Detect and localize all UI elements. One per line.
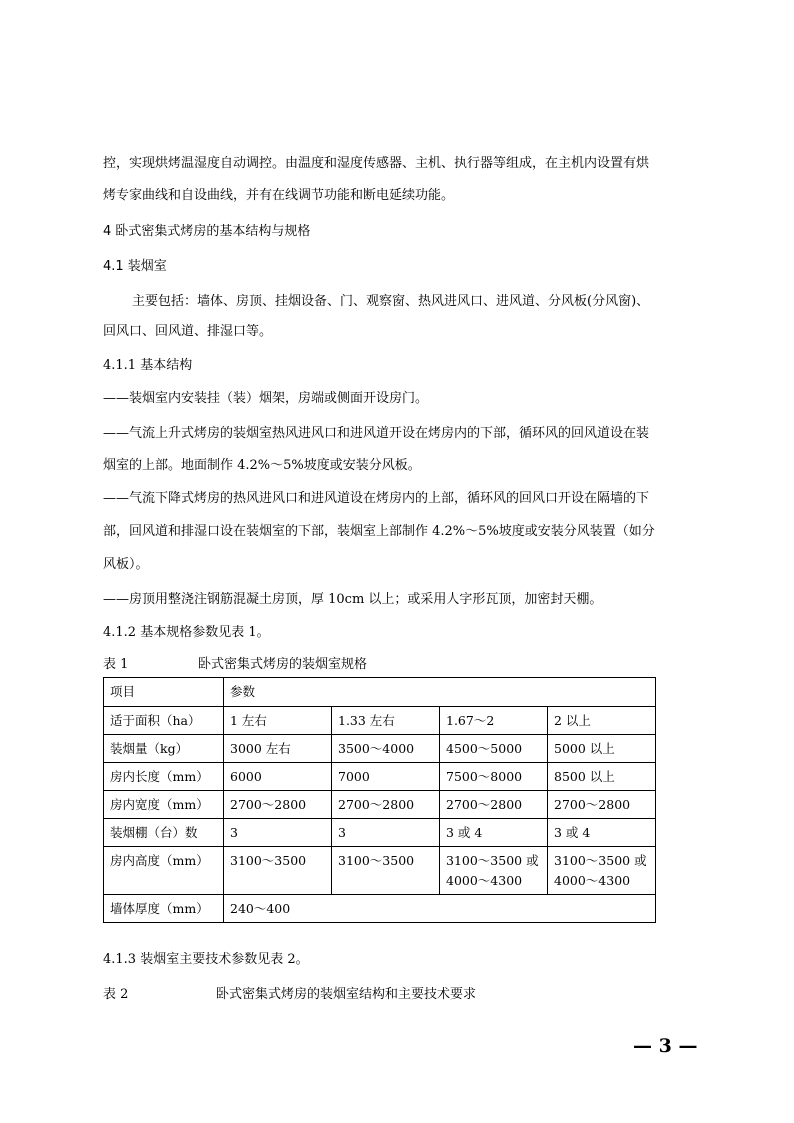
row-label: 房内高度（mm） bbox=[104, 847, 224, 895]
list-item: ——气流上升式烤房的装烟室热风进风口和进风道开设在烤房内的下部，循环风的回风道设在装 bbox=[103, 426, 650, 441]
row-label: 装烟量（kg） bbox=[104, 735, 224, 763]
section-heading: 4.1 装烟室 bbox=[103, 259, 167, 274]
table-cell: 2700～2800 bbox=[224, 791, 332, 819]
table-cell: 7000 bbox=[332, 763, 440, 791]
section-heading: 4.1.1 基本结构 bbox=[103, 358, 193, 373]
list-item: 烟室的上部。地面制作 4.2%～5%坡度或安装分风板。 bbox=[103, 458, 421, 473]
row-label: 装烟棚（台）数 bbox=[104, 819, 224, 847]
table-cell: 8500 以上 bbox=[548, 763, 656, 791]
table-header-cell: 参数 bbox=[224, 678, 656, 707]
table-cell: 3 bbox=[332, 819, 440, 847]
list-item: ——装烟室内安装挂（装）烟架，房端或侧面开设房门。 bbox=[103, 391, 429, 406]
table-title: 卧式密集式烤房的装烟室结构和主要技术要求 bbox=[216, 987, 477, 1002]
table-cell: 3500～4000 bbox=[332, 735, 440, 763]
table-label: 表 2 bbox=[103, 987, 129, 1002]
table-label: 表 1 bbox=[103, 657, 129, 672]
table-cell: 3100～3500 bbox=[332, 847, 440, 895]
table-cell: 3 bbox=[224, 819, 332, 847]
table-cell: 3000 左右 bbox=[224, 735, 332, 763]
table-cell: 3100～3500 bbox=[224, 847, 332, 895]
table-header-cell: 项目 bbox=[104, 678, 224, 707]
row-label: 墙体厚度（mm） bbox=[104, 895, 224, 923]
table-row bbox=[104, 707, 656, 735]
table-cell: 2 以上 bbox=[548, 707, 656, 735]
table-cell: 3100～3500 或 4000～4300 bbox=[548, 847, 656, 895]
paragraph-text: 控，实现烘烤温湿度自动调控。由温度和湿度传感器、主机、执行器等组成，在主机内设置有烘 bbox=[103, 156, 650, 171]
spec-table bbox=[103, 677, 656, 923]
table-title: 卧式密集式烤房的装烟室规格 bbox=[198, 657, 368, 672]
table-row bbox=[104, 819, 656, 847]
row-label: 适于面积（ha） bbox=[104, 707, 224, 735]
table-cell: 3100～3500 或 4000～4300 bbox=[440, 847, 548, 895]
list-item: ——气流下降式烤房的热风进风口和进风道设在烤房内的上部，循环风的回风口开设在隔墙的下 bbox=[103, 491, 650, 506]
table-row bbox=[104, 791, 656, 819]
table-cell: 2700～2800 bbox=[332, 791, 440, 819]
row-label: 房内长度（mm） bbox=[104, 763, 224, 791]
row-label: 房内宽度（mm） bbox=[104, 791, 224, 819]
table-cell: 1.33 左右 bbox=[332, 707, 440, 735]
table-cell: 1.67～2 bbox=[440, 707, 548, 735]
list-item: 风板）。 bbox=[103, 557, 149, 572]
paragraph-text: 烤专家曲线和自设曲线，并有在线调节功能和断电延续功能。 bbox=[103, 188, 455, 203]
table-header-row bbox=[104, 678, 656, 707]
page-number: — 3 — bbox=[633, 1035, 698, 1057]
section-heading: 4 卧式密集式烤房的基本结构与规格 bbox=[103, 224, 311, 239]
paragraph-text: 主要包括：墙体、房顶、挂烟设备、门、观察窗、热风进风口、进风道、分风板(分风窗)、 bbox=[132, 294, 650, 309]
table-cell: 240～400 bbox=[224, 895, 656, 923]
list-item: ——房顶用整浇注钢筋混凝土房顶，厚 10cm 以上；或采用人字形瓦顶，加密封天棚。 bbox=[103, 592, 603, 607]
table-cell: 3 或 4 bbox=[440, 819, 548, 847]
table-cell: 2700～2800 bbox=[548, 791, 656, 819]
table-cell: 7500～8000 bbox=[440, 763, 548, 791]
table-row bbox=[104, 847, 656, 895]
table-cell: 5000 以上 bbox=[548, 735, 656, 763]
table-row bbox=[104, 735, 656, 763]
table-row bbox=[104, 895, 656, 923]
paragraph-text: 回风口、回风道、排湿口等。 bbox=[103, 324, 273, 339]
table-cell: 3 或 4 bbox=[548, 819, 656, 847]
table-cell: 6000 bbox=[224, 763, 332, 791]
list-item: 部，回风道和排湿口设在装烟室的下部，装烟室上部制作 4.2%～5%坡度或安装分风装置（如分 bbox=[103, 524, 655, 539]
table-row bbox=[104, 763, 656, 791]
table-cell: 4500～5000 bbox=[440, 735, 548, 763]
table-cell: 2700～2800 bbox=[440, 791, 548, 819]
table-cell: 1 左右 bbox=[224, 707, 332, 735]
section-heading: 4.1.2 基本规格参数见表 1。 bbox=[103, 625, 270, 640]
section-heading: 4.1.3 装烟室主要技术参数见表 2。 bbox=[103, 952, 309, 967]
